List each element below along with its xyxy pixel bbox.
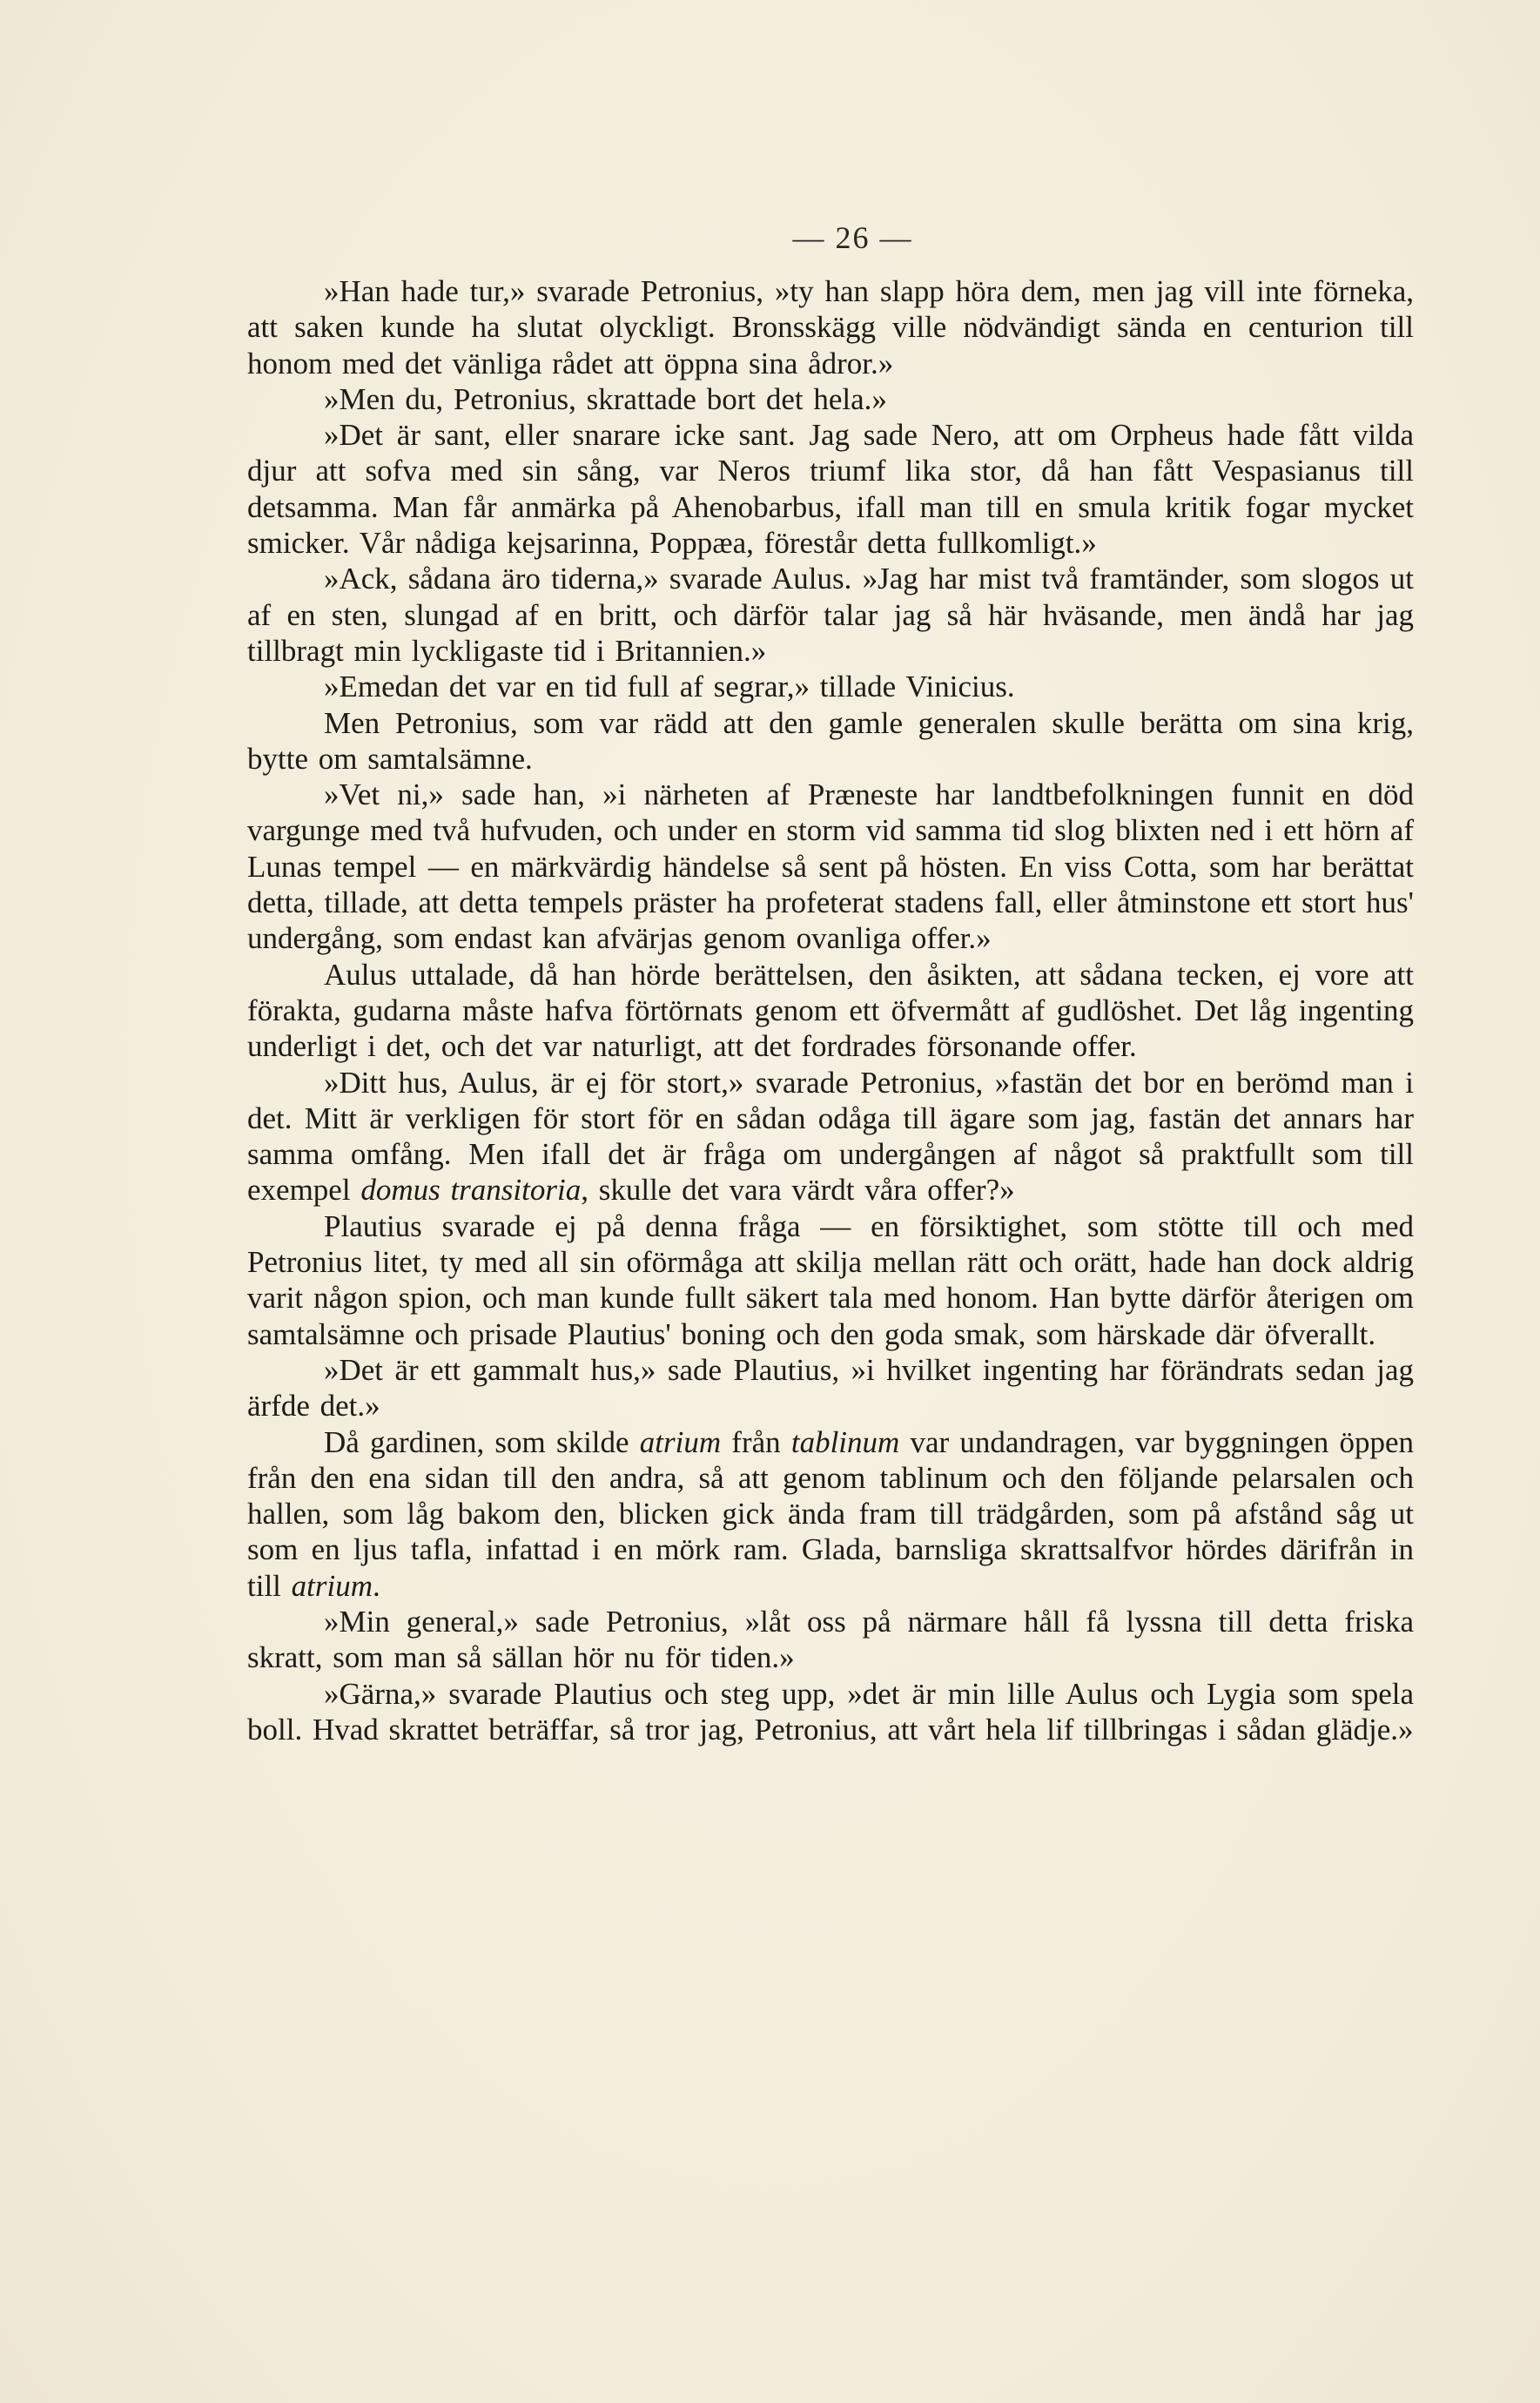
text-segment: Plautius svarade ej på denna fråga — en försiktighet, som stötte till och med Petronius litet, ty med all sin oförmåga att skilja mellan rätt och orätt, hade han dock aldrig varit någon spion, och man kunde fullt säkert tala med honom. Han bytte därför återigen om samtalsämne och prisade Plautius' boning och den goda smak, som härskade där öfverallt. [247, 1208, 1414, 1351]
paragraph [247, 1352, 1414, 1424]
text-segment: »Emedan det var en tid full af segrar,» tillade Vinicius. [324, 670, 1015, 704]
body-text [247, 273, 1414, 1747]
paragraph [247, 561, 1414, 669]
paragraph [247, 381, 1414, 417]
text-segment: »Vet ni,» sade han, »i närheten af Præneste har landtbefolkningen funnit en död vargunge med två hufvuden, och under en storm vid samma tid slog blixten ned i ett hörn af Lunas tempel — en märkvärdig händelse så sent på hösten. En viss Cotta, som har berättat detta, tillade, att detta tempels präster ha profeterat stadens fall, eller åtminstone ett stort hus' undergång, som endast kan afvärjas genom ovanliga offer.» [247, 777, 1414, 956]
text-segment: »Men du, Petronius, skrattade bort det hela.» [324, 381, 887, 416]
text-segment: »Ack, sådana äro tiderna,» svarade Aulus. »Jag har mist två framtänder, som slogos ut af en sten, slungad af en britt, och därför talar jag så här hväsande, men ändå har jag tillbragt min lyckligaste tid i Britannien.» [247, 562, 1414, 668]
italic-term: atrium [639, 1424, 722, 1459]
text-segment: Aulus uttalade, då han hörde berättelsen, den åsikten, att sådana tecken, ej vore att förakta, gudarna måste hafva förtörnats genom ett öfvermått af gudlöshet. Det låg ingenting underligt i det, och det var naturligt, att det fordrades försonande offer. [247, 957, 1414, 1064]
paragraph [247, 669, 1414, 704]
paragraph [247, 273, 1414, 381]
paragraph [247, 1604, 1414, 1676]
text-segment: . [373, 1568, 380, 1603]
italic-term: atrium [291, 1568, 373, 1603]
page-number: — 26 — [792, 220, 913, 255]
text-segment: från [721, 1424, 791, 1459]
paragraph [247, 957, 1414, 1065]
text-segment: Då gardinen, som skilde [324, 1424, 640, 1459]
paragraph [247, 1676, 1414, 1748]
text-segment: »Gärna,» svarade Plautius och steg upp, »det är min lille Aulus och Lygia som spela boll. Hvad skrattet beträffar, så tror jag, Petronius, att vårt hela lif tillbringas i sådan glädje.» [247, 1676, 1414, 1747]
text-segment: »Det är ett gammalt hus,» sade Plautius, »i hvilket ingenting har förändrats sedan jag ärfde det.» [247, 1352, 1414, 1424]
paragraph [247, 1208, 1414, 1352]
paragraph [247, 417, 1414, 561]
text-segment: , skulle det vara värdt våra offer?» [581, 1173, 1015, 1208]
text-segment: var undandragen, var byggningen öppen från den ena sidan till den andra, så att genom tablinum och den följande pelarsalen och hallen, som låg bakom den, blicken gick ända fram till trädgården, som på afstånd såg ut som en ljus tafla, infattad i en mörk ram. Glada, barnsliga skrattsalfvor hördes därifrån in till [247, 1424, 1414, 1603]
text-segment: »Han hade tur,» svarade Petronius, »ty han slapp höra dem, men jag vill inte förneka, att saken kunde ha slutat olyckligt. Bronsskägg ville nödvändigt sända en centurion till honom med det vänliga rådet att öppna sina ådror.» [247, 274, 1414, 380]
paragraph [247, 705, 1414, 777]
text-segment: »Min general,» sade Petronius, »låt oss på närmare håll få lyssna till detta friska skratt, som man så sällan hör nu för tiden.» [247, 1604, 1414, 1675]
paragraph [247, 1065, 1414, 1208]
paragraph [247, 777, 1414, 956]
italic-term: tablinum [790, 1424, 900, 1459]
italic-term: domus transitoria [360, 1173, 582, 1208]
text-segment: »Det är sant, eller snarare icke sant. Jag sade Nero, att om Orpheus hade fått vilda djur att sofva med sin sång, var Neros triumf lika stor, då han fått Vespasianus till detsamma. Man får anmärka på Ahenobarbus, ifall man till en smula kritik fogar mycket smicker. Vår nådiga kejsarinna, Poppæa, förestår detta fullkomligt.» [247, 418, 1414, 561]
text-segment: »Ditt hus, Aulus, är ej för stort,» svarade Petronius, »fastän det bor en berömd man i det. Mitt är verkligen för stort för en sådan odåga till ägare som jag, fastän det annars har samma omfång. Men ifall det är fråga om undergången af något så praktfullt som till exempel [247, 1065, 1414, 1208]
paragraph [247, 1424, 1414, 1604]
text-segment: Men Petronius, som var rädd att den gamle generalen skulle berätta om sina krig, bytte om samtalsämne. [247, 705, 1414, 776]
